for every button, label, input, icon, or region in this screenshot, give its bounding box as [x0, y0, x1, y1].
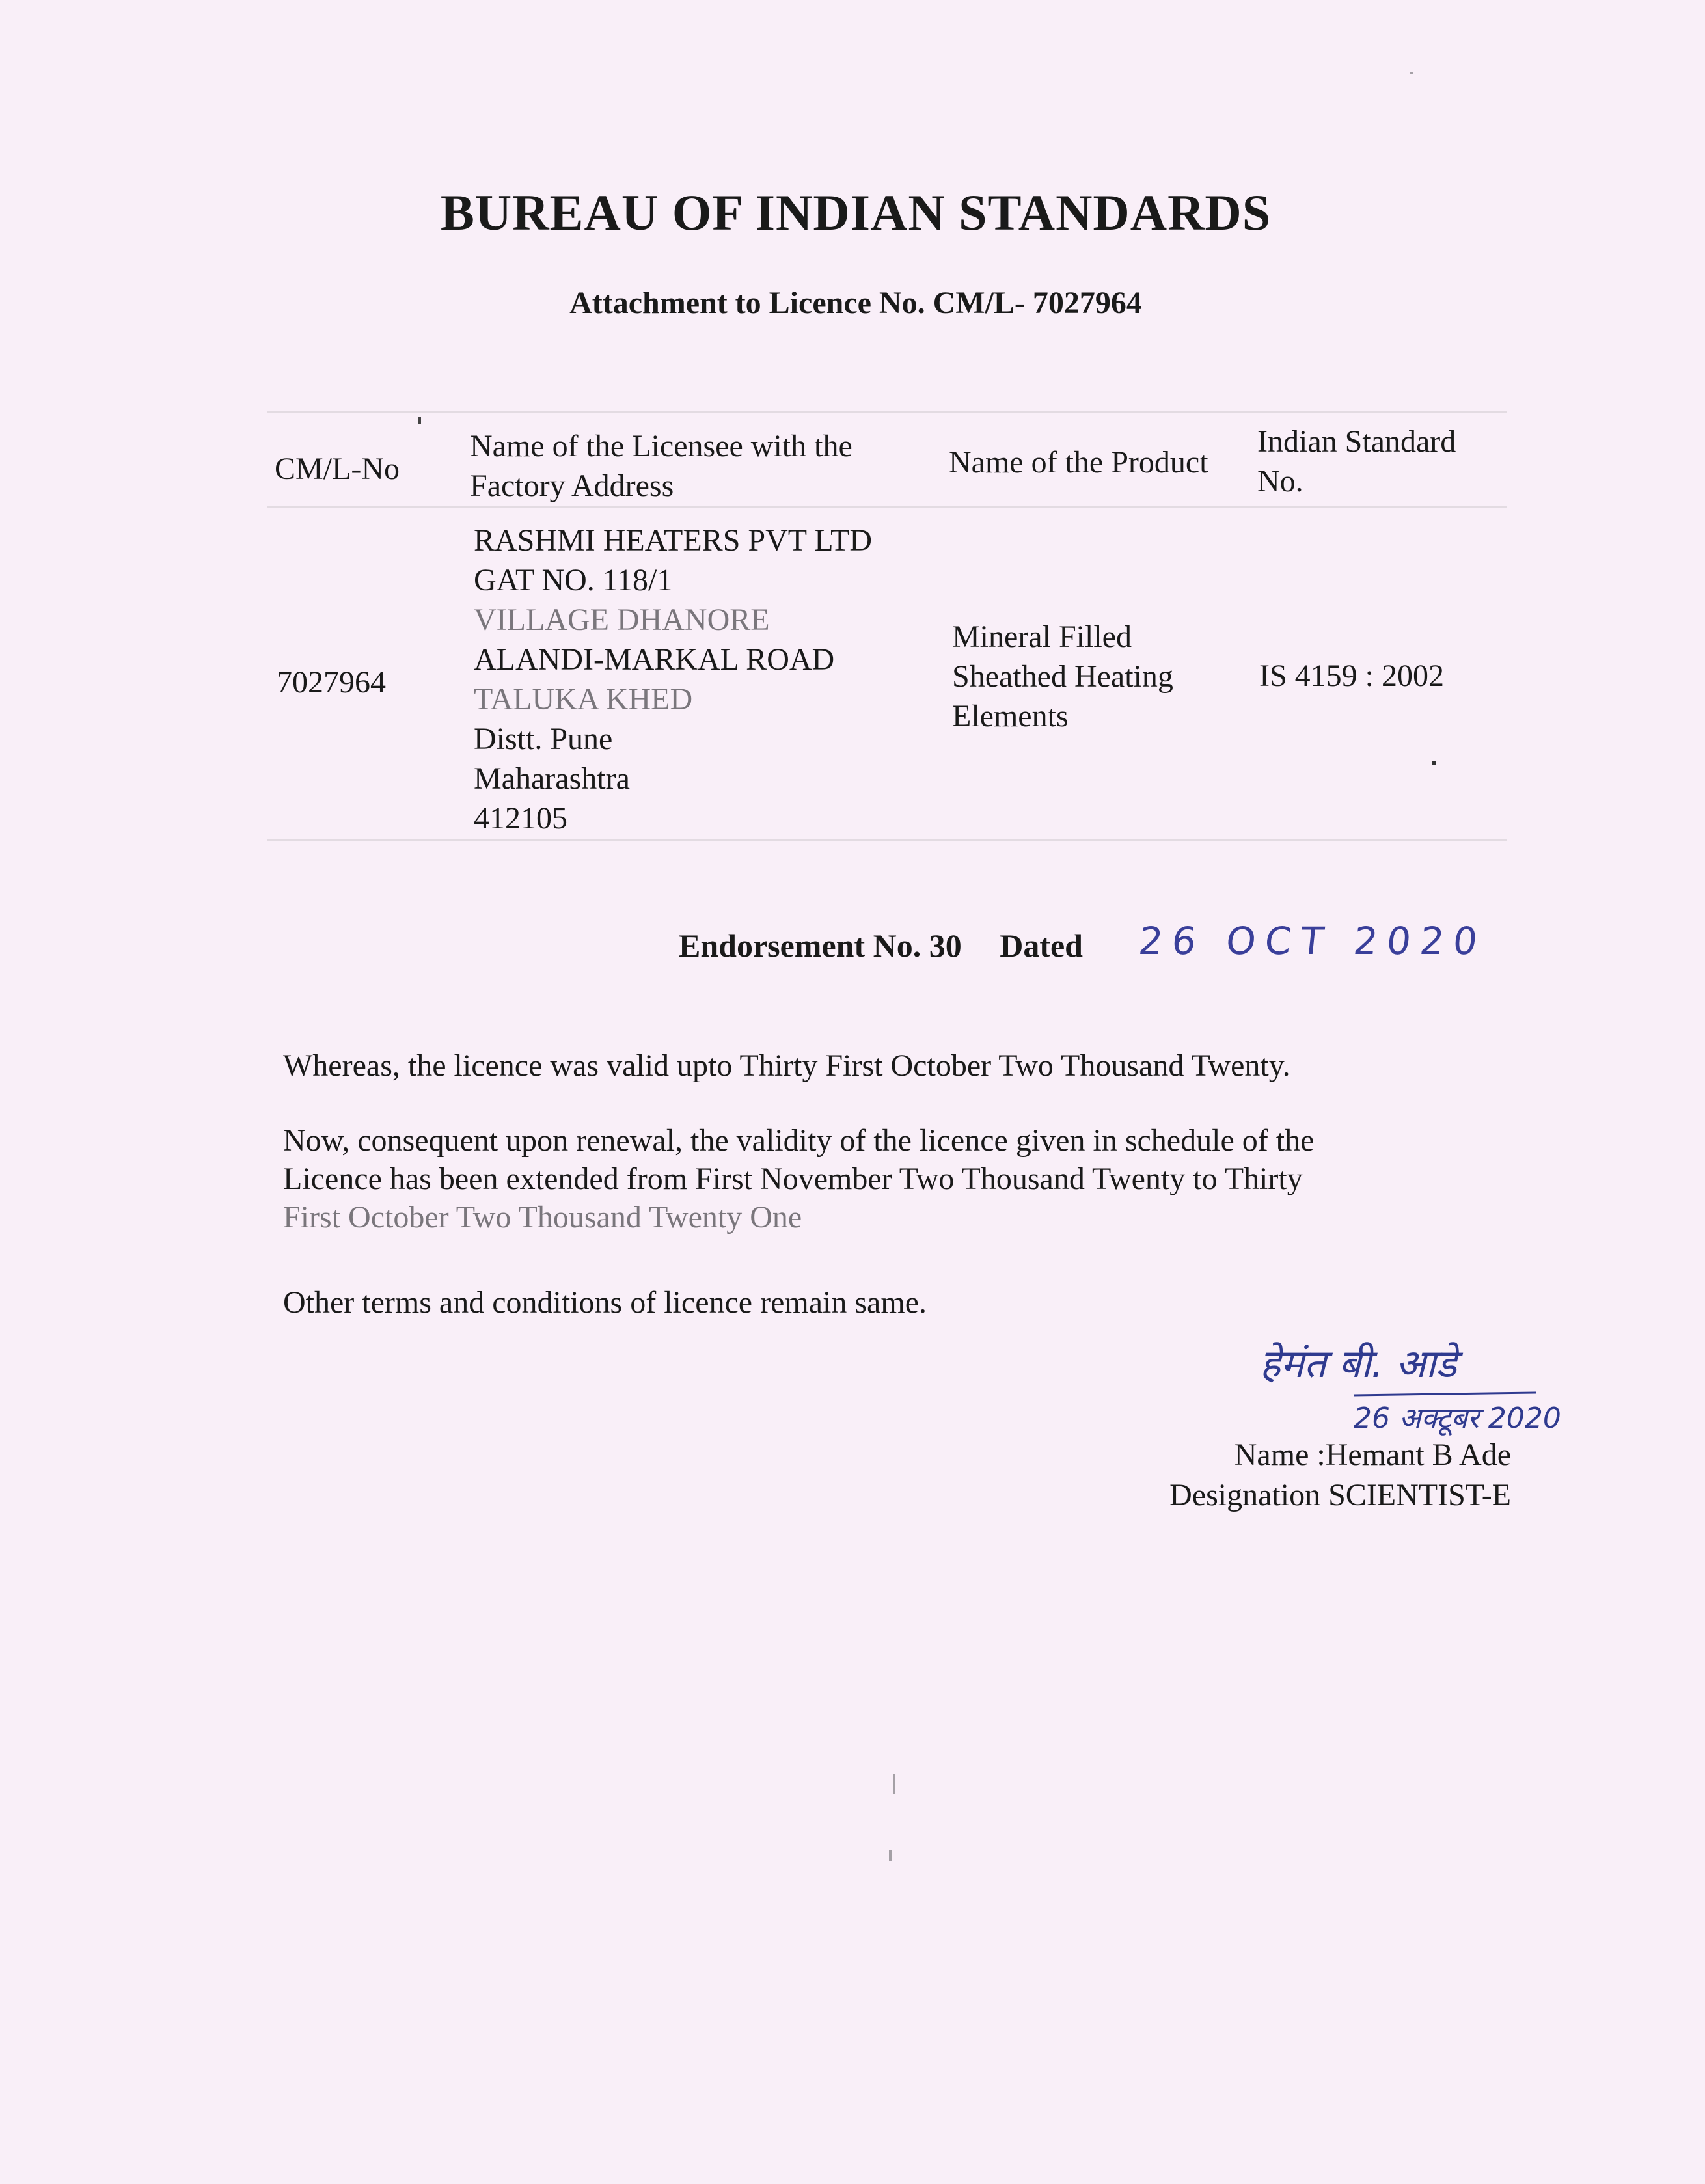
- paragraph-validity: Whereas, the licence was valid upto Thirty First October Two Thousand Twenty.: [283, 1048, 1290, 1083]
- address-line: TALUKA KHED: [474, 682, 693, 717]
- address-line: ALANDI-MARKAL ROAD: [474, 642, 835, 677]
- scan-mark: [418, 417, 421, 424]
- endorsement-dated-label: Dated: [1000, 927, 1083, 964]
- document-subtitle: Attachment to Licence No. CM/L- 7027964: [569, 286, 1142, 320]
- endorsement-number: Endorsement No. 30: [679, 927, 962, 964]
- paragraph-terms: Other terms and conditions of licence remain same.: [283, 1285, 927, 1320]
- address-line: Maharashtra: [474, 761, 630, 796]
- header-licensee-line1: Name of the Licensee with the: [470, 429, 852, 463]
- row-product: [952, 617, 1173, 736]
- scan-mark: [889, 1850, 892, 1861]
- address-line: VILLAGE DHANORE: [474, 603, 770, 637]
- address-line: 412105: [474, 801, 567, 836]
- header-standard: [1257, 422, 1456, 501]
- scan-mark: [1432, 761, 1436, 765]
- header-standard-line1: Indian Standard: [1257, 424, 1456, 459]
- row-cml-no: 7027964: [277, 665, 386, 700]
- row-address: [474, 521, 872, 838]
- row-standard: IS 4159 : 2002: [1259, 659, 1445, 693]
- signatory-block: [1169, 1435, 1511, 1516]
- renewal-line-1: Now, consequent upon renewal, the validity of the licence given in schedule of the: [283, 1123, 1315, 1158]
- header-standard-line2: No.: [1257, 464, 1303, 498]
- scan-mark: [893, 1774, 895, 1794]
- signature-name-text: हेमंत बी. आडे: [1260, 1341, 1457, 1387]
- product-line: Elements: [952, 699, 1069, 733]
- renewal-line-3: First October Two Thousand Twenty One: [283, 1200, 802, 1235]
- header-licensee: [470, 426, 852, 506]
- address-line: Distt. Pune: [474, 722, 613, 756]
- document-title: BUREAU OF INDIAN STANDARDS: [440, 184, 1272, 241]
- renewal-line-2: Licence has been extended from First November Two Thousand Twenty to Thirty: [283, 1162, 1303, 1196]
- endorsement-line: [679, 927, 1083, 964]
- product-line: Mineral Filled: [952, 620, 1132, 654]
- endorsement-handwritten-date: 26 OCT 2020: [1136, 919, 1489, 963]
- header-cml-no: CM/L-No: [275, 452, 400, 486]
- address-line: GAT NO. 118/1: [474, 563, 673, 597]
- product-line: Sheathed Heating: [952, 659, 1173, 694]
- table-bottom-rule: [267, 839, 1507, 841]
- header-product: Name of the Product: [949, 445, 1208, 480]
- scan-mark: [1410, 72, 1413, 74]
- table-header-rule: [267, 506, 1507, 508]
- signature-date-text: 26 अक्टूबर 2020: [1354, 1402, 1561, 1435]
- table-top-rule: [267, 411, 1507, 413]
- handwritten-signature: [1256, 1333, 1633, 1437]
- signatory-designation: Designation SCIENTIST-E: [1169, 1478, 1511, 1512]
- paragraph-renewal: [283, 1121, 1314, 1236]
- address-line: RASHMI HEATERS PVT LTD: [474, 523, 873, 558]
- signatory-name: Name :Hemant B Ade: [1234, 1438, 1511, 1472]
- header-licensee-line2: Factory Address: [470, 469, 674, 503]
